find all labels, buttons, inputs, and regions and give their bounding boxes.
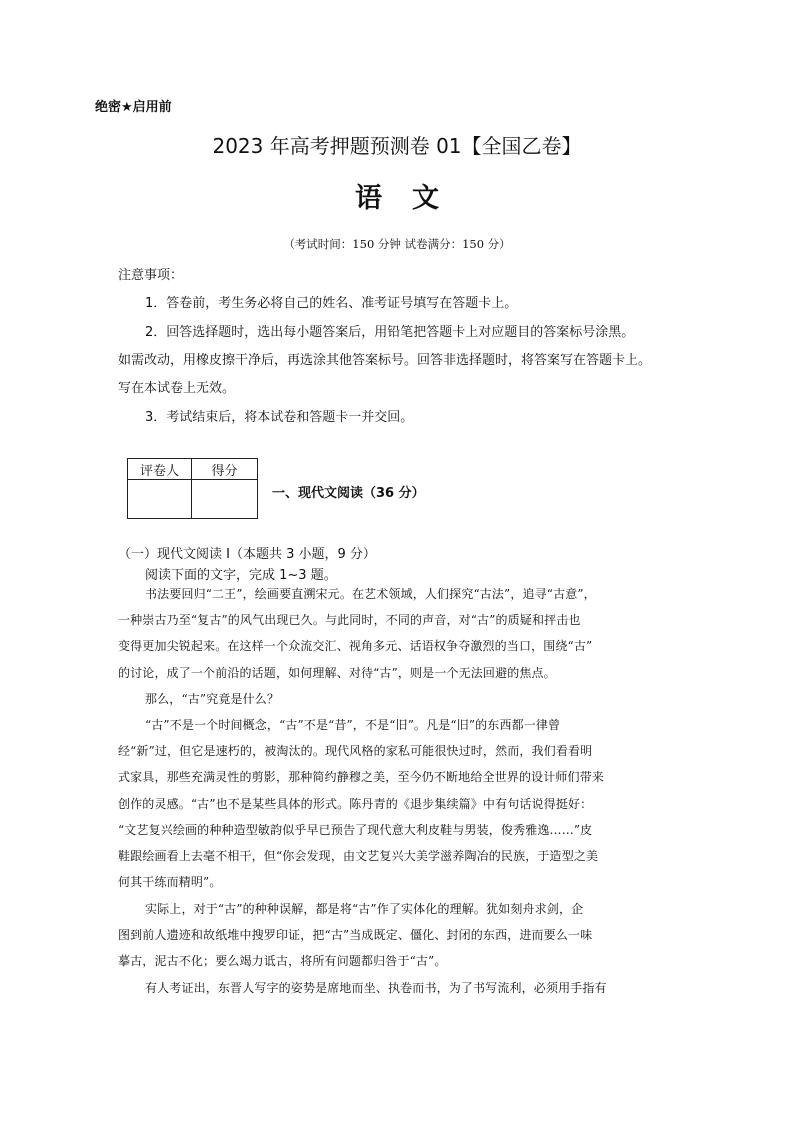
passage-line: 创作的灵感。“古”也不是某些具体的形式。陈丹青的《退步集续篇》中有句话说得挺好： [118,797,593,811]
notes-item-2-line-1: 2．回答选择题时，选出每小题答案后，用铅笔把答题卡上对应题目的答案标号涂黑。 [145,325,635,340]
confidential-mark: 绝密★启用前 [95,100,172,115]
notes-item-2-line-3: 写在本试卷上无效。 [118,381,236,396]
passage-line: “文艺复兴绘画的种种造型敏韵似乎早已预告了现代意大利皮鞋与男装，俊秀雅逸……”皮 [118,823,593,837]
passage-line: 实际上，对于“古”的种种误解，都是将“古”作了实体化的理解。犹如刻舟求剑，企 [145,902,584,916]
notes-item-1: 1．答卷前，考生务必将自己的姓名、准考证号填写在答题卡上。 [145,296,518,311]
passage-line: “古”不是一个时间概念，“古”不是“昔”，不是“旧”。凡是“旧”的东西都一律曾 [145,718,561,732]
passage-line: 变得更加尖锐起来。在这样一个众流交汇、视角多元、话语权争夺激烈的当口，围绕“古” [118,639,593,653]
reading-instruction: 阅读下面的文字，完成 1~3 题。 [145,568,337,583]
passage-line: 式家具，那些充满灵性的剪影，那种简约静穆之美，至今仍不断地给全世界的设计师们带来 [118,770,605,784]
passage-line: 摹古，泥古不化；要么竭力诋古，将所有问题都归咎于“古”。 [118,954,447,968]
passage-line: 图到前人遗迹和故纸堆中搜罗印证，把“古”当成既定、僵化、封闭的东西，进而要么一味 [118,928,593,942]
score-table-header-score: 得分 [192,459,258,480]
score-table-score-cell[interactable] [192,480,258,519]
subsection-heading: （一）现代文阅读 I（本题共 3 小题，9 分） [118,547,376,562]
passage-line: 的讨论，成了一个前沿的话题，如何理解、对待“古”，则是一个无法回避的焦点。 [118,666,556,680]
exam-title: 2023 年高考押题预测卷 01【全国乙卷】 [212,134,582,158]
subject-title: 语文 [355,183,469,214]
passage-line: 鞋跟绘画看上去毫不相干，但“你会发现，由文艺复兴大美学滋养陶冶的民族，于造型之美 [118,849,599,863]
score-table-header-grader: 评卷人 [128,459,192,480]
passage-line: 那么，“古”究竟是什么？ [145,692,280,706]
notes-heading: 注意事项： [118,268,184,283]
passage-line: 有人考证出，东晋人写字的姿势是席地而坐、执卷而书，为了书写流利，必须用手指有 [145,981,607,995]
score-table [127,458,258,519]
notes-item-3: 3．考试结束后，将本试卷和答题卡一并交回。 [145,410,414,425]
section-heading: 一、现代文阅读（36 分） [272,486,425,501]
score-table-grader-cell[interactable] [128,480,192,519]
notes-item-2-line-2: 如需改动，用橡皮擦干净后，再选涂其他答案标号。回答非选择题时，将答案写在答题卡上。 [118,353,652,368]
passage-line: 书法要回归“二王”，绘画要直溯宋元。在艺术领域，人们探究“古法”，追寻“古意”， [145,587,596,601]
passage-line: 经“新”过，但它是速朽的，被淘汰的。现代风格的家私可能很快过时，然而，我们看看明 [118,744,593,758]
passage-line: 一种崇古乃至“复古”的风气出现已久。与此同时，不同的声音，对“古”的质疑和抨击也 [118,613,581,627]
passage-line: 何其干练而精明”。 [118,875,222,889]
exam-info: （考试时间：150 分钟 试卷满分：150 分） [283,237,511,251]
